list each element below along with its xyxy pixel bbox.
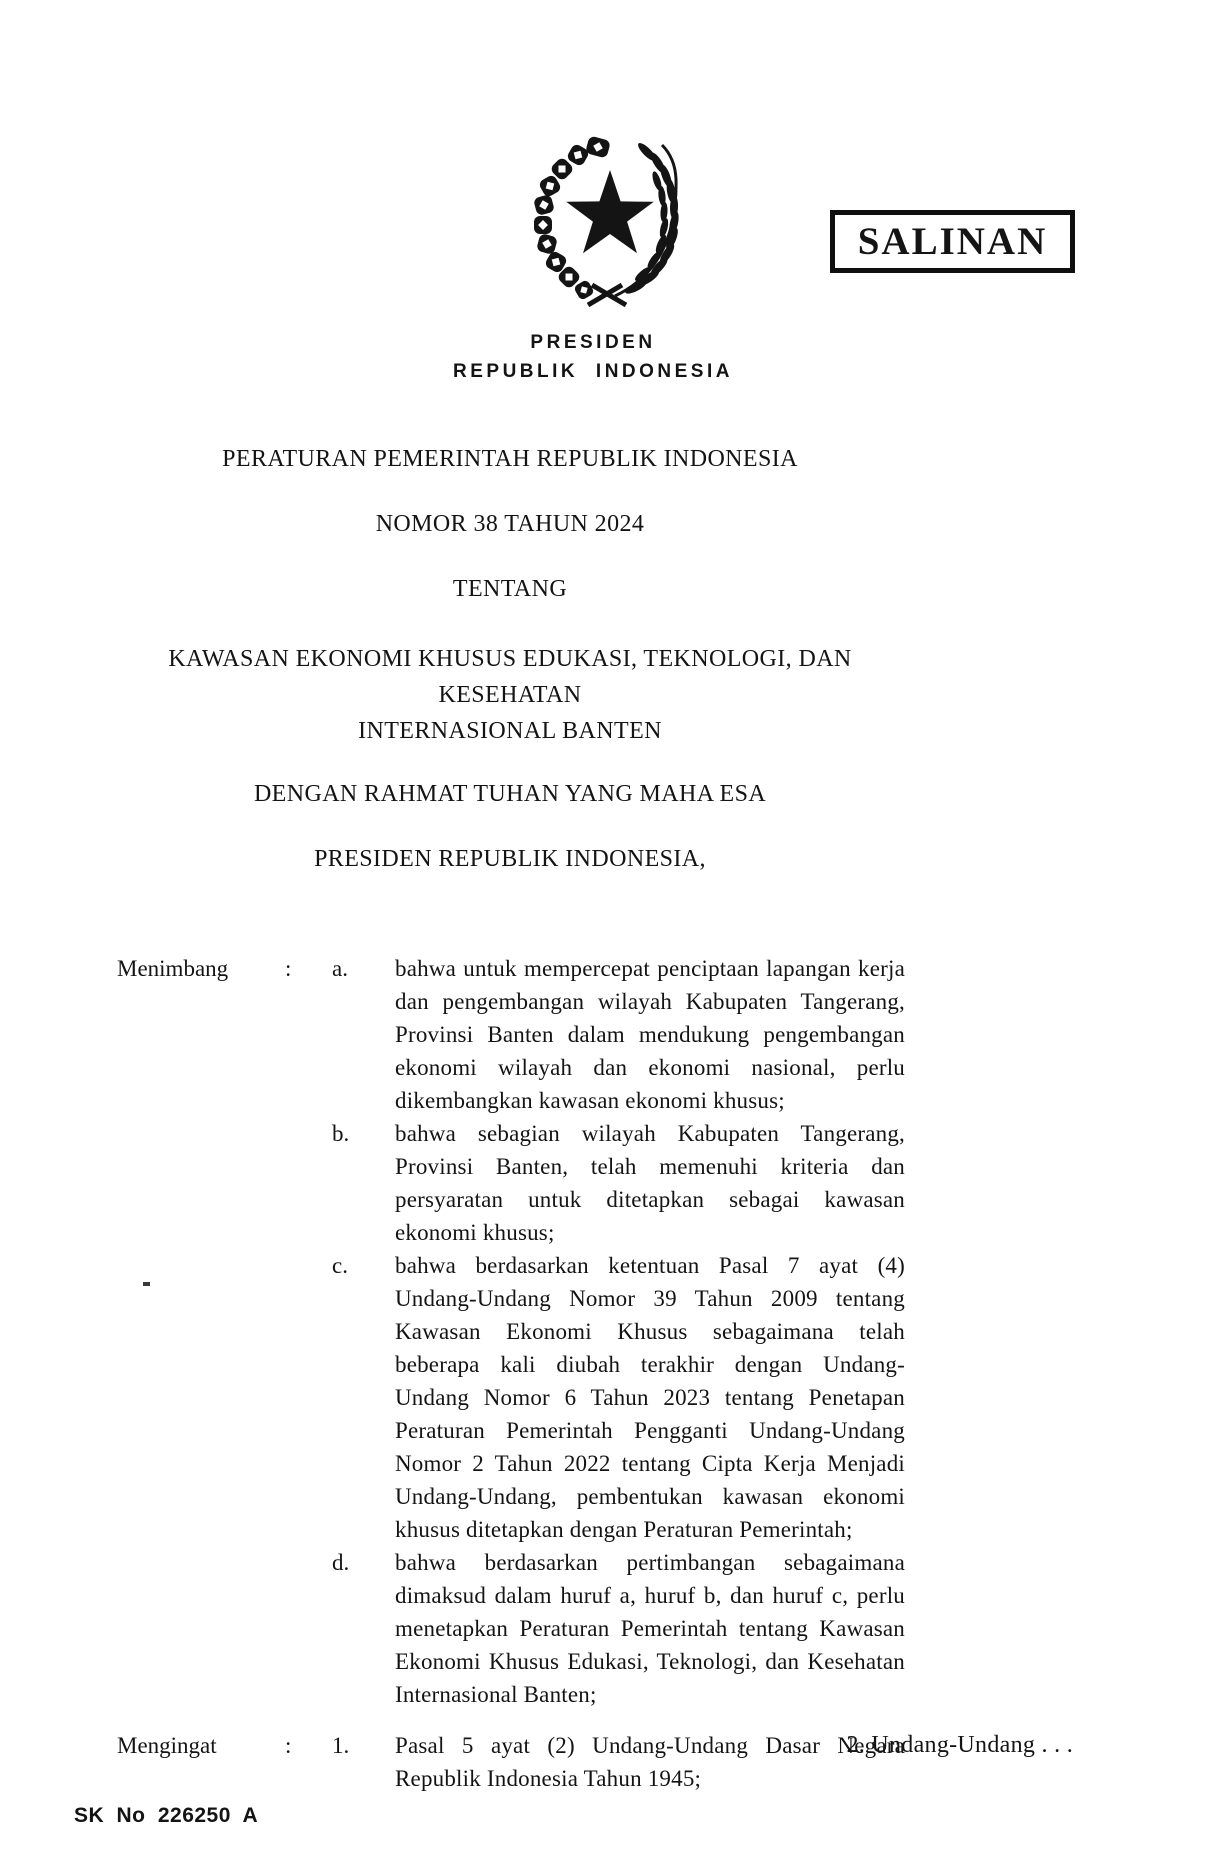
presidential-emblem xyxy=(518,134,690,308)
menimbang-colon: : xyxy=(285,956,292,981)
menimbang-label: Menimbang xyxy=(117,956,229,981)
item-marker: c. xyxy=(332,1253,348,1278)
tentang-label: TENTANG xyxy=(452,576,568,602)
regulation-subject-line1: KAWASAN EKONOMI KHUSUS EDUKASI, TEKNOLOGI, DAN KESEHATAN xyxy=(168,646,852,708)
item-marker: b. xyxy=(332,1121,350,1146)
regulation-subject-line2: INTERNASIONAL BANTEN xyxy=(358,718,662,744)
item-text: Pasal 5 ayat (2) Undang-Undang Dasar Negara Republik Indonesia Tahun 1945; xyxy=(395,1733,905,1791)
item-text: bahwa berdasarkan pertimbangan sebagaimana dimaksud dalam huruf a, huruf b, dan huruf c, perlu menetapkan Peraturan Pemerintah tentang Kawasan Ekonomi Khusus Edukasi, Teknologi, dan Kesehatan Internasional Banten; xyxy=(395,1550,905,1707)
consideration-item-a xyxy=(332,952,907,1117)
invocation-line: DENGAN RAHMAT TUHAN YANG MAHA ESA xyxy=(253,781,767,807)
catchword: 2. Undang-Undang . . . xyxy=(846,1732,1073,1758)
item-marker: a. xyxy=(332,956,348,981)
item-marker: d. xyxy=(332,1550,350,1575)
consideration-item-d xyxy=(332,1546,907,1711)
salinan-label: SALINAN xyxy=(857,220,1048,263)
regulation-number: NOMOR 38 TAHUN 2024 xyxy=(375,511,645,537)
letterhead-presiden: PRESIDEN xyxy=(530,332,656,353)
salinan-stamp xyxy=(830,210,1075,273)
consideration-item-b xyxy=(332,1117,907,1249)
sk-number: SK No 226250 A xyxy=(74,1804,259,1827)
consideration-item-c xyxy=(332,1249,907,1546)
item-text: bahwa sebagian wilayah Kabupaten Tangerang, Provinsi Banten, telah memenuhi kriteria dan persyaratan untuk ditetapkan sebagai kawasan ekonomi khusus; xyxy=(395,1121,905,1245)
issuer-line: PRESIDEN REPUBLIK INDONESIA, xyxy=(314,846,706,872)
mengingat-label: Mengingat xyxy=(117,1733,217,1758)
item-text: bahwa untuk mempercepat penciptaan lapangan kerja dan pengembangan wilayah Kabupaten Tangerang, Provinsi Banten dalam mendukung pengembangan ekonomi wilayah dan ekonomi nasional, perlu dikembangkan kawasan ekonomi khusus; xyxy=(395,956,905,1113)
letterhead-republik-indonesia: REPUBLIK INDONESIA xyxy=(453,361,733,382)
scan-artifact-mark xyxy=(143,1282,150,1286)
letterhead xyxy=(393,328,793,386)
menimbang-items xyxy=(332,952,907,1711)
menimbang-block xyxy=(117,952,907,1711)
regulation-title: PERATURAN PEMERINTAH REPUBLIK INDONESIA xyxy=(222,446,798,472)
preamble xyxy=(117,952,907,1795)
item-marker: 1. xyxy=(332,1733,350,1758)
regulation-subject xyxy=(115,641,905,749)
mengingat-colon: : xyxy=(285,1733,292,1758)
item-text: bahwa berdasarkan ketentuan Pasal 7 ayat (4) Undang-Undang Nomor 39 Tahun 2009 tentang Kawasan Ekonomi Khusus sebagaimana telah beberapa kali diubah terakhir dengan Undang-Undang Nomor 6 Tahun 2023 tentang Penetapan Peraturan Pemerintah Pengganti Undang-Undang Nomor 2 Tahun 2022 tentang Cipta Kerja Menjadi Undang-Undang, pembentukan kawasan ekonomi khusus ditetapkan dengan Peraturan Pemerintah; xyxy=(395,1253,905,1542)
star-wreath-icon xyxy=(518,134,690,308)
